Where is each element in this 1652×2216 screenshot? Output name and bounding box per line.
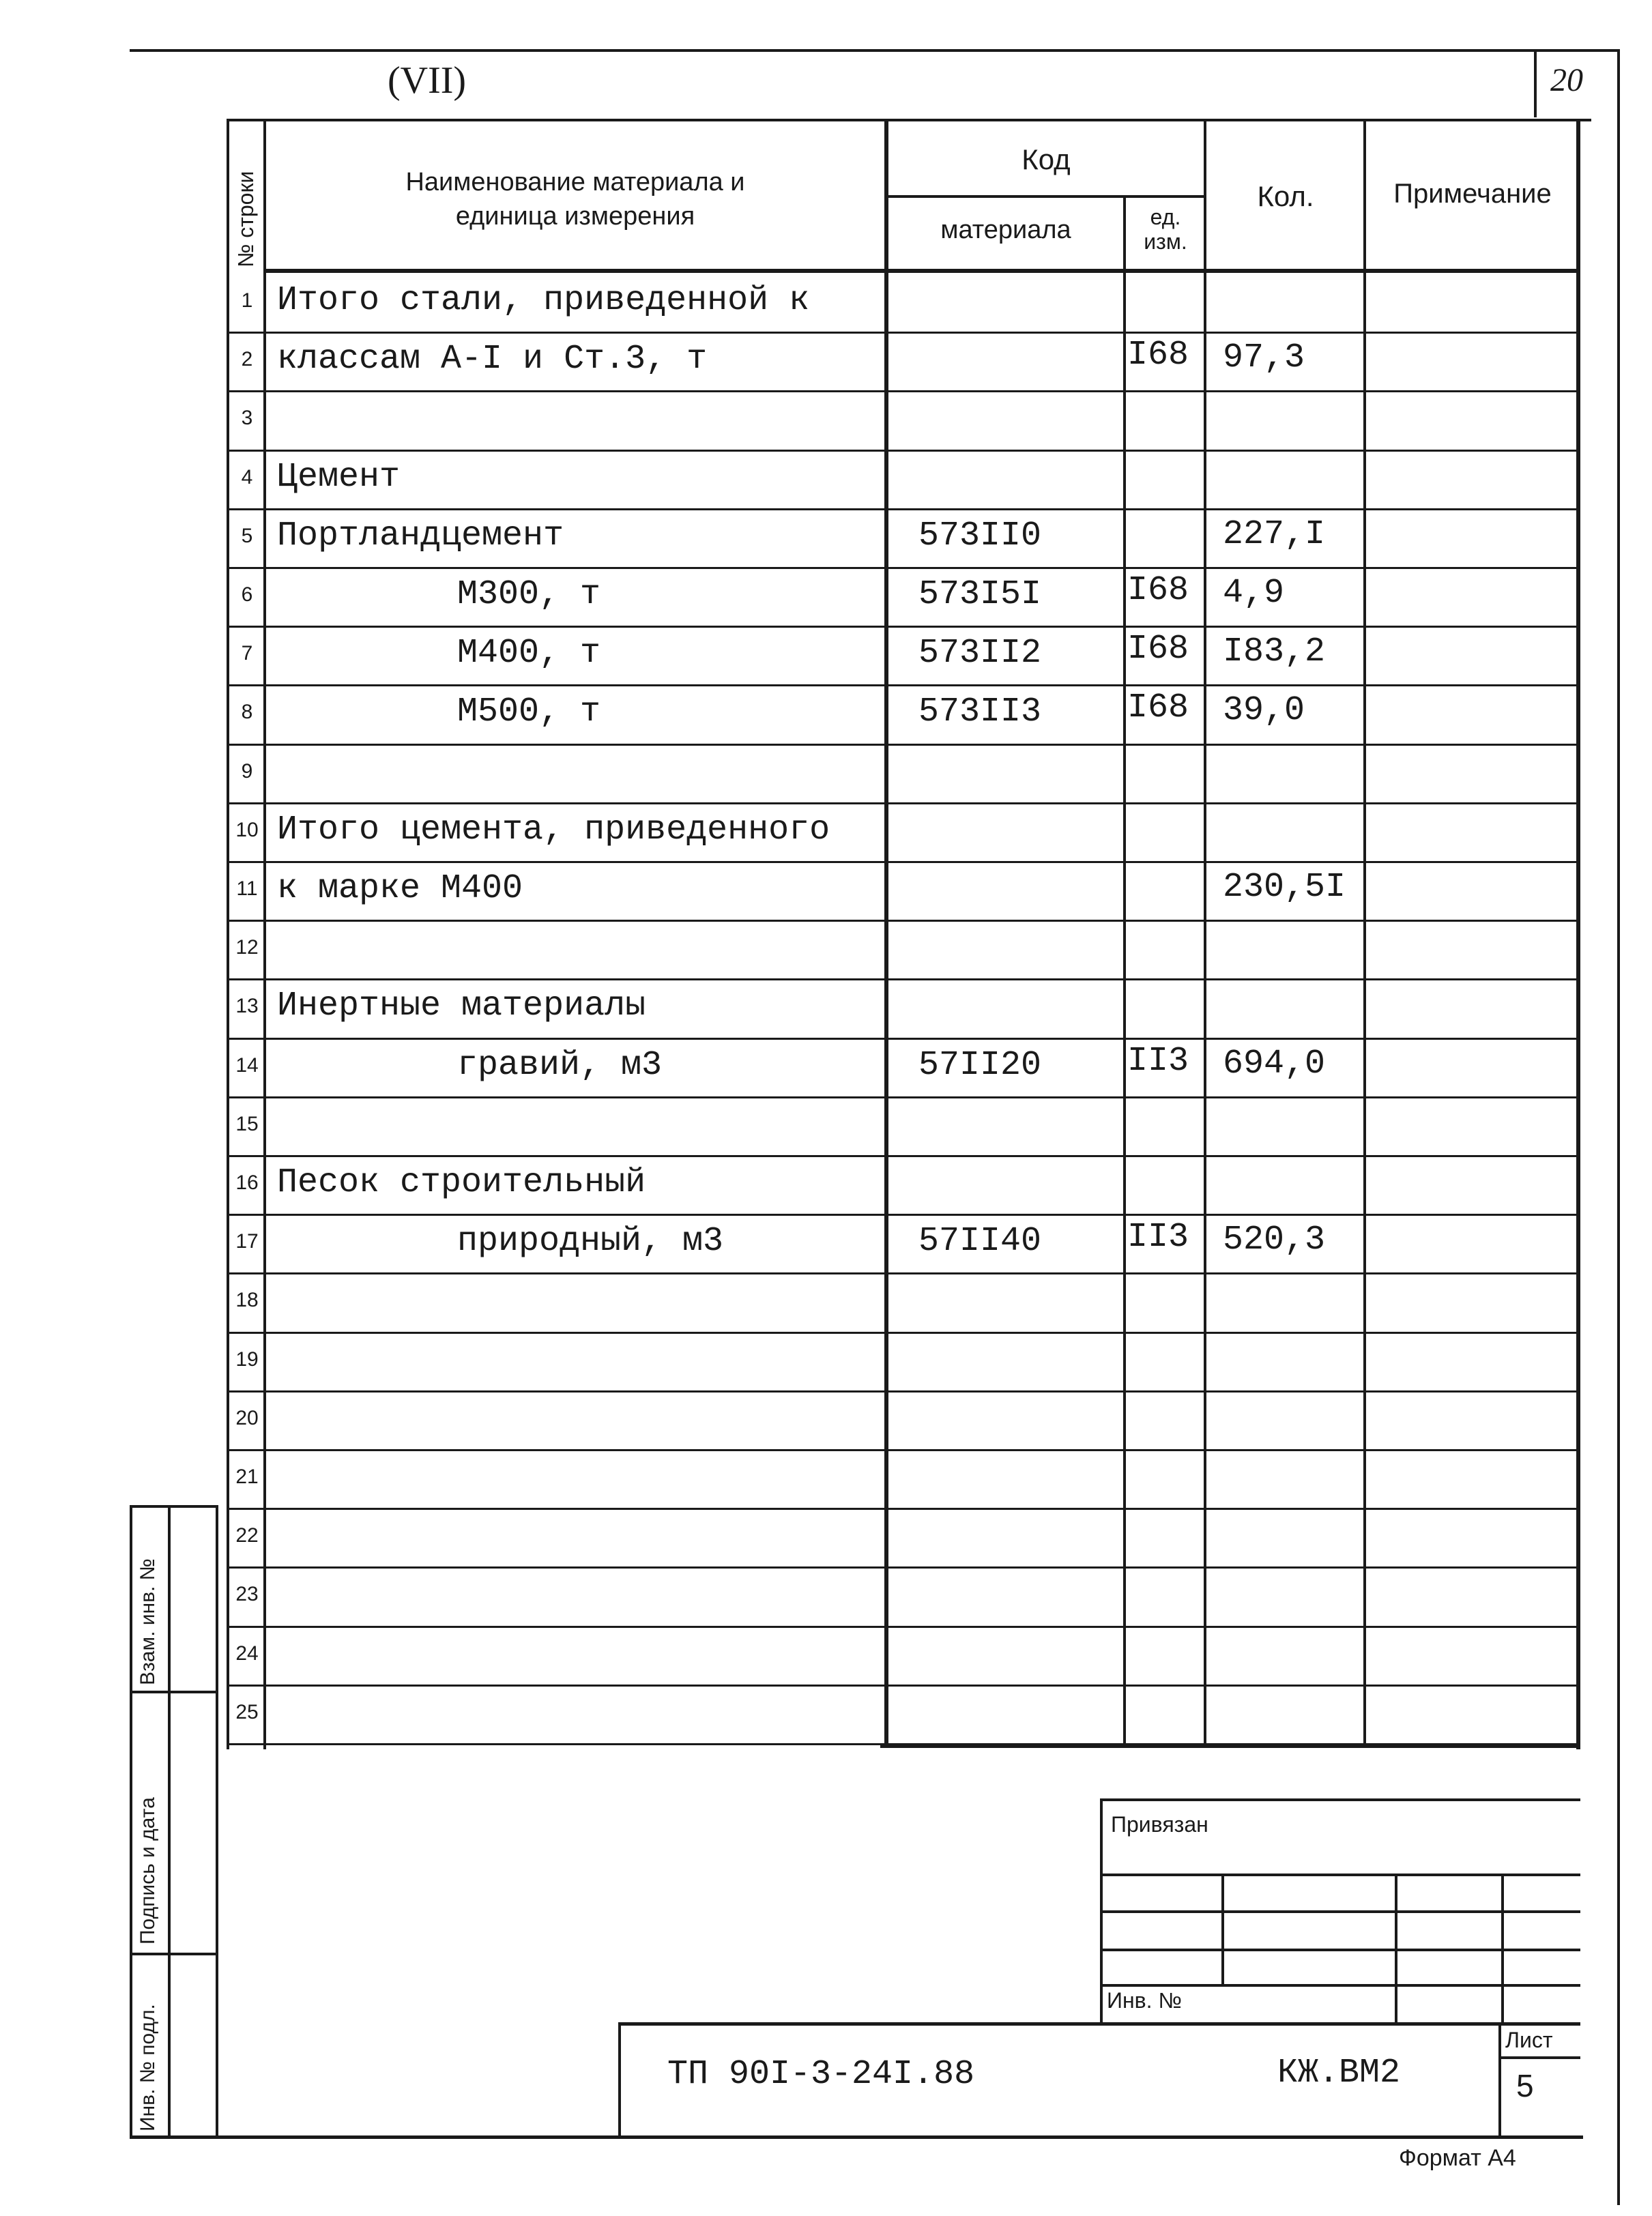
- row-material-code: 57II40: [918, 1222, 1042, 1261]
- row-separator: [227, 920, 1580, 922]
- row-separator: [227, 1566, 1580, 1569]
- row-quantity: 97,3: [1223, 338, 1305, 377]
- row-separator: [227, 508, 1580, 510]
- row-quantity: 230,5I: [1223, 868, 1346, 907]
- col-sep-qty: [1363, 119, 1366, 1747]
- row-separator: [227, 332, 1580, 334]
- row-name: к марке М400: [277, 869, 523, 908]
- row-name: М300, т: [457, 575, 601, 614]
- stamp-sep-1: [130, 1691, 218, 1693]
- stamp-sep-2: [130, 1953, 218, 1955]
- row-number: 9: [241, 760, 253, 783]
- page-number-box-left: [1534, 49, 1537, 117]
- row-separator: [227, 1214, 1580, 1216]
- row-material-code: 57II20: [918, 1046, 1042, 1085]
- row-separator: [227, 1390, 1580, 1393]
- row-number: 5: [241, 525, 253, 547]
- header-note: Примечание: [1393, 179, 1552, 209]
- row-number: 19: [235, 1348, 259, 1371]
- header-bottom-line: [263, 269, 1579, 273]
- right-outer-line: [1617, 49, 1620, 2205]
- row-quantity: 520,3: [1223, 1221, 1326, 1259]
- row-number: 2: [241, 348, 253, 370]
- row-separator: [227, 626, 1580, 628]
- row-number: 13: [235, 995, 259, 1017]
- row-name: природный, м3: [457, 1222, 724, 1261]
- row-quantity: 4,9: [1223, 574, 1285, 613]
- row-material-code: 573II3: [918, 692, 1042, 731]
- row-number: 6: [241, 583, 253, 606]
- bound-row-4: [1100, 1984, 1580, 1987]
- col-sep-unit: [1204, 119, 1206, 1747]
- bound-row-3: [1100, 1949, 1580, 1951]
- stamp-strip-top: [618, 2022, 1580, 2026]
- row-separator: [227, 1508, 1580, 1510]
- row-separator: [227, 567, 1580, 569]
- row-quantity: 227,I: [1223, 515, 1326, 554]
- row-quantity: 694,0: [1223, 1045, 1326, 1083]
- row-separator: [227, 744, 1580, 746]
- row-number: 21: [235, 1466, 259, 1488]
- table-top-line: [227, 119, 1591, 121]
- header-row-no: № строки: [233, 171, 258, 267]
- row-quantity: I83,2: [1223, 632, 1326, 671]
- sheet-box-left: [1498, 2022, 1501, 2138]
- row-number: 18: [235, 1289, 259, 1311]
- row-unit-code: I68: [1127, 630, 1189, 669]
- row-number: 12: [235, 936, 259, 959]
- row-separator: [227, 1096, 1580, 1098]
- bound-box-top: [1100, 1798, 1580, 1801]
- row-number: 20: [235, 1407, 259, 1429]
- row-number: 15: [235, 1113, 259, 1135]
- stamp-top: [130, 1505, 218, 1508]
- stamp-inv-original: Инв. № подл.: [136, 2004, 159, 2131]
- header-code-unit-line2: изм.: [1144, 229, 1187, 254]
- row-number: 14: [235, 1054, 259, 1077]
- header-code-unit-line1: ед.: [1150, 205, 1181, 229]
- row-number: 11: [236, 877, 258, 900]
- doc-mark: КЖ.ВМ2: [1277, 2054, 1401, 2093]
- page-number: 20: [1550, 62, 1583, 98]
- row-name: Портландцемент: [277, 516, 564, 555]
- row-separator: [227, 1626, 1580, 1628]
- row-name: Инертные материалы: [277, 987, 646, 1025]
- table-right-line: [1576, 119, 1580, 1749]
- row-material-code: 573I5I: [918, 575, 1042, 614]
- row-name: классам А-I и Ст.3, т: [277, 340, 708, 379]
- row-number: 17: [235, 1230, 259, 1253]
- row-separator: [227, 978, 1580, 980]
- row-number: 10: [235, 819, 259, 841]
- row-unit-code: II3: [1127, 1042, 1189, 1081]
- row-number: 7: [241, 642, 253, 665]
- row-number: 23: [235, 1583, 259, 1605]
- bound-col-2: [1395, 1874, 1397, 2025]
- row-material-code: 573II0: [918, 516, 1042, 555]
- stamp-replace-inv: Взам. инв. №: [136, 1558, 159, 1685]
- row-separator: [227, 684, 1580, 686]
- header-code: Код: [1021, 143, 1071, 175]
- format-label: Формат А4: [1399, 2145, 1516, 2171]
- row-number: 4: [241, 466, 253, 489]
- row-separator: [227, 390, 1580, 392]
- header-code-material: материала: [940, 216, 1071, 244]
- row-unit-code: I68: [1127, 571, 1189, 610]
- header-qty: Кол.: [1257, 180, 1314, 212]
- bound-col-1: [1221, 1874, 1224, 1985]
- row-separator: [227, 1685, 1580, 1687]
- bound-label: Привязан: [1111, 1812, 1208, 1837]
- bound-row-2: [1100, 1910, 1580, 1913]
- col-sep-code: [1123, 196, 1126, 1747]
- row-name: Итого стали, приведенной к: [277, 281, 810, 320]
- header-code-split: [887, 195, 1205, 198]
- stamp-sign-date: Подпись и дата: [136, 1797, 159, 1944]
- stamp-outer-left: [130, 1505, 132, 2138]
- row-unit-code: II3: [1127, 1218, 1189, 1257]
- row-quantity: 39,0: [1223, 691, 1305, 730]
- row-number: 3: [241, 407, 253, 429]
- doc-code: ТП 90I-3-24I.88: [667, 2055, 975, 2094]
- header-name-line2: единица измерения: [455, 202, 695, 231]
- row-separator: [227, 1155, 1580, 1157]
- row-number: 8: [241, 701, 253, 723]
- bound-col-3: [1501, 1874, 1504, 2025]
- row-name: М400, т: [457, 634, 601, 673]
- stamp-strip-left: [618, 2022, 621, 2138]
- row-separator: [227, 450, 1580, 452]
- row-unit-code: I68: [1127, 688, 1189, 727]
- row-separator: [227, 802, 1580, 804]
- title-block-left-ext: [216, 1748, 218, 2138]
- row-name: Песок строительный: [277, 1163, 646, 1202]
- sheet-label: Лист: [1505, 2028, 1553, 2052]
- row-name: Итого цемента, приведенного: [277, 811, 830, 849]
- stamp-bottom: [130, 2135, 1583, 2139]
- row-name: М500, т: [457, 692, 601, 731]
- bound-row-1: [1100, 1874, 1580, 1876]
- row-separator: [227, 1332, 1580, 1334]
- row-name: Цемент: [277, 458, 401, 497]
- row-number: 25: [235, 1701, 259, 1723]
- row-separator: [227, 1272, 1580, 1274]
- row-name: гравий, м3: [457, 1046, 663, 1085]
- inv-label: Инв. №: [1107, 1988, 1182, 2013]
- header-name-line1: Наименование материала и: [405, 168, 745, 196]
- sheet-box-split: [1498, 2056, 1580, 2059]
- row-separator: [227, 1038, 1580, 1040]
- col-sep-name: [884, 119, 888, 1747]
- row-separator: [227, 861, 1580, 863]
- row-number: 22: [235, 1524, 259, 1547]
- row-number: 1: [241, 289, 253, 312]
- sheet-number: 5: [1516, 2068, 1534, 2103]
- row-unit-code: I68: [1127, 336, 1189, 375]
- row-separator: [227, 1449, 1580, 1451]
- roman-mark: (VII): [388, 59, 467, 102]
- row-number: 16: [235, 1171, 259, 1194]
- row-material-code: 573II2: [918, 634, 1042, 673]
- table-bottom-line: [880, 1744, 1580, 1748]
- row-number: 24: [235, 1642, 259, 1665]
- stamp-inner: [168, 1505, 171, 2138]
- top-border-line: [130, 49, 1617, 52]
